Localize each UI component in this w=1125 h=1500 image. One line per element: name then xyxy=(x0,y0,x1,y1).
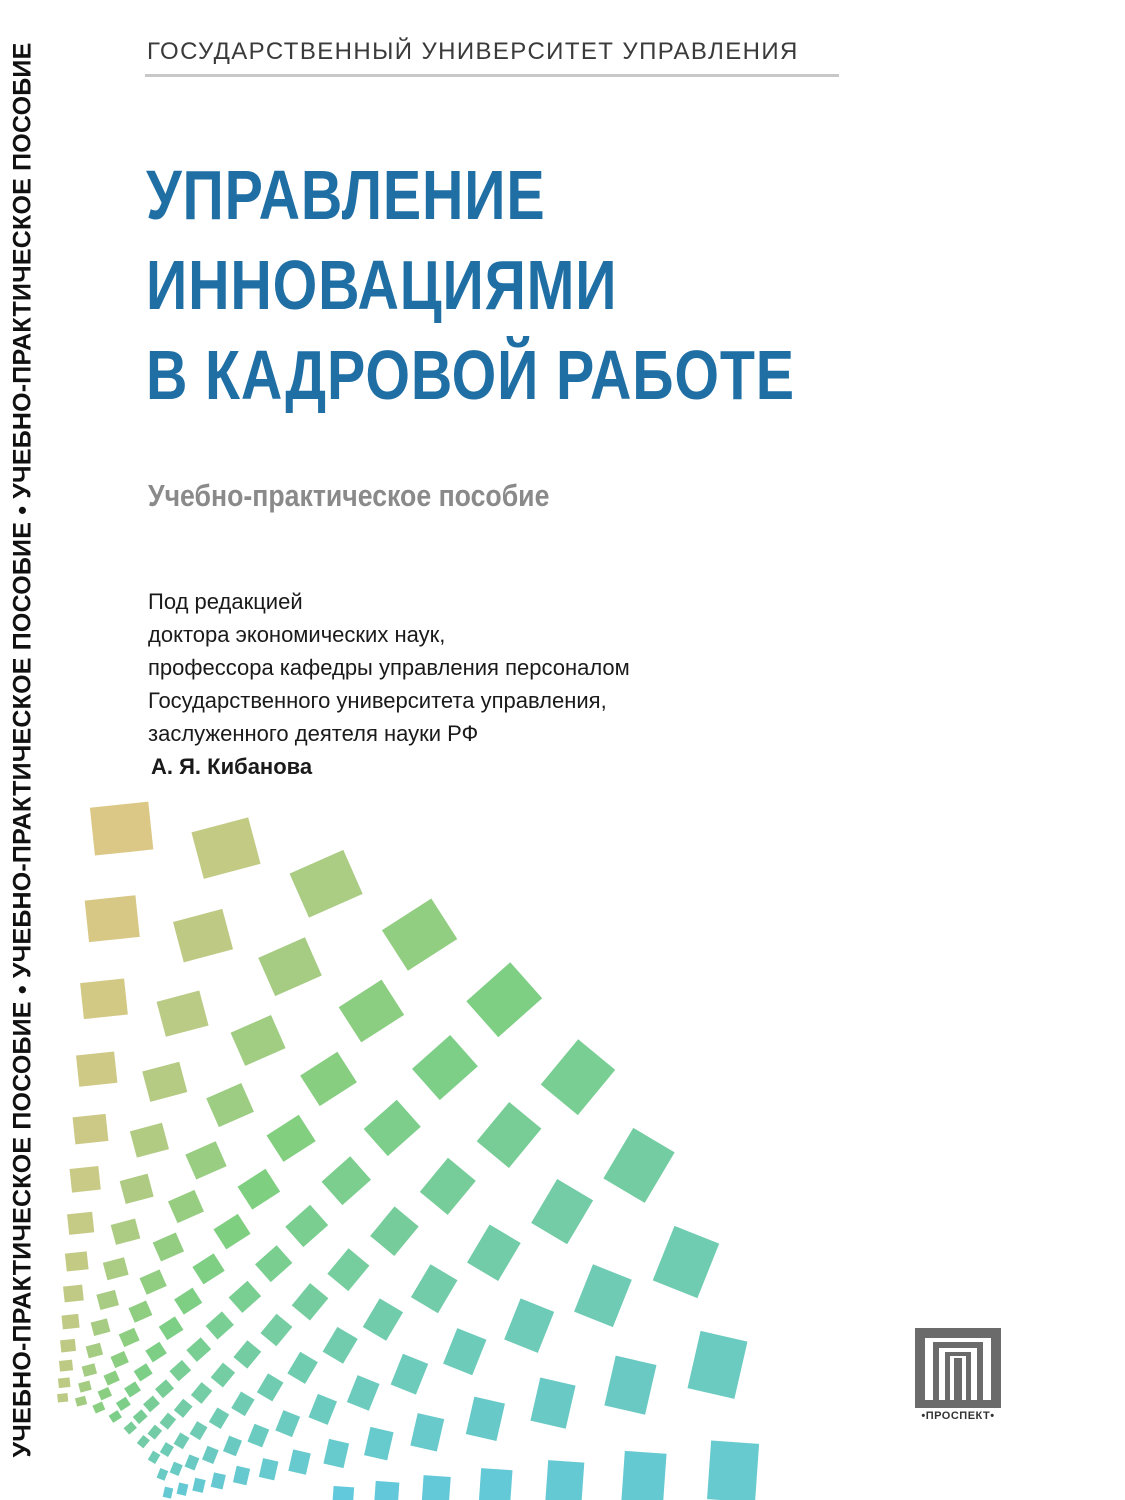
mosaic-tile xyxy=(231,1015,286,1066)
mosaic-tile xyxy=(410,1413,444,1451)
mosaic-tile xyxy=(421,1475,450,1500)
mosaic-tile xyxy=(233,1466,250,1485)
mosaic-tile xyxy=(323,1327,358,1364)
university-name: ГОСУДАРСТВЕННЫЙ УНИВЕРСИТЕТ УПРАВЛЕНИЯ xyxy=(147,38,799,65)
mosaic-tile xyxy=(574,1264,632,1327)
mosaic-tile xyxy=(339,980,404,1043)
mosaic-tile xyxy=(707,1441,759,1500)
mosaic-tile xyxy=(78,1381,92,1393)
mosaic-tile xyxy=(541,1039,615,1115)
mosaic-tile xyxy=(170,1462,183,1476)
mosaic-tile xyxy=(327,1248,369,1291)
mosaic-tile xyxy=(73,1114,109,1145)
mosaic-tile xyxy=(531,1179,593,1244)
mosaic-tile xyxy=(111,1218,141,1244)
mosaic-tile xyxy=(92,1402,105,1414)
mosaic-tile xyxy=(530,1378,575,1429)
mosaic-tile xyxy=(258,937,322,996)
mosaic-tile xyxy=(211,1363,235,1388)
mosaic-tile xyxy=(116,1397,131,1411)
mosaic-tile xyxy=(653,1226,719,1298)
mosaic-tile xyxy=(347,1375,380,1411)
mosaic-tile xyxy=(466,1397,505,1441)
mosaic-tile xyxy=(96,1290,119,1310)
mosaic-tile xyxy=(185,1454,200,1470)
mosaic-tile xyxy=(229,1281,262,1313)
mosaic-tile xyxy=(466,962,542,1037)
mosaic-tile xyxy=(86,1343,103,1358)
spine-text: УЧЕБНО-ПРАКТИЧЕСКОЕ ПОСОБИЕ • УЧЕБНО-ПРАКТИЧЕСКОЕ ПОСОБИЕ • УЧЕБНО-ПРАКТИЧЕСКОЕ ПОСОБИЕ xyxy=(8,42,37,1458)
mosaic-tile xyxy=(285,1205,328,1247)
mosaic-tile xyxy=(477,1102,542,1168)
mosaic-tile xyxy=(109,1410,122,1423)
mosaic-tile xyxy=(173,909,233,963)
mosaic-tile xyxy=(322,1156,371,1205)
mosaic-tile xyxy=(209,1407,229,1428)
mosaic-tile xyxy=(687,1331,747,1399)
mosaic-tile xyxy=(206,1083,254,1127)
mosaic-tile xyxy=(147,1425,162,1440)
editor-line: Государственного университета управления, xyxy=(148,688,607,713)
mosaic-tile xyxy=(91,1318,111,1336)
mosaic-tile xyxy=(174,1433,190,1450)
mosaic-tile xyxy=(185,1141,226,1179)
mosaic-tile xyxy=(309,1394,337,1425)
publisher-name: •ПРОСПЕКТ• xyxy=(921,1410,995,1422)
mosaic-tile xyxy=(134,1363,153,1381)
mosaic-tile xyxy=(186,1337,211,1362)
mosaic-tile xyxy=(260,1314,292,1347)
mosaic-tile xyxy=(142,1062,187,1102)
mosaic-tile xyxy=(157,990,209,1036)
mosaic-tile xyxy=(545,1460,584,1500)
mosaic-tile xyxy=(120,1174,154,1204)
publisher-logo xyxy=(906,1328,1010,1432)
mosaic-tile xyxy=(467,1225,521,1281)
mosaic-tile xyxy=(257,1373,284,1401)
mosaic-tile xyxy=(67,1212,94,1235)
mosaic-tile xyxy=(160,1442,174,1457)
mosaic-tile xyxy=(145,1342,167,1363)
mosaic-tile xyxy=(603,1128,674,1203)
mosaic-tile xyxy=(288,1449,310,1474)
mosaic-tile xyxy=(80,979,128,1020)
mosaic-tile xyxy=(364,1100,421,1156)
mosaic-tile xyxy=(159,1316,184,1340)
mosaic-tile xyxy=(364,1427,394,1460)
mosaic-tile xyxy=(213,1214,250,1250)
mosaic-tile xyxy=(191,1382,212,1404)
mosaic-tile xyxy=(160,1413,177,1430)
mosaic-tile xyxy=(374,1481,400,1500)
mosaic-tile xyxy=(90,802,153,856)
mosaic-tile xyxy=(504,1298,554,1352)
mosaic-tile xyxy=(85,895,140,942)
mosaic-tile xyxy=(604,1356,656,1415)
mosaic-tile xyxy=(61,1314,79,1329)
mosaic-tile xyxy=(103,1257,129,1280)
editor-name: А. Я. Кибанова xyxy=(151,754,313,779)
title-line: УПРАВЛЕНИЕ xyxy=(146,156,546,234)
mosaic-tile xyxy=(267,1115,316,1162)
mosaic-tile xyxy=(65,1251,89,1271)
mosaic-tile xyxy=(110,1351,128,1368)
mosaic-tile xyxy=(130,1123,169,1158)
mosaic-tile xyxy=(59,1360,73,1372)
mosaic-tile xyxy=(231,1392,254,1417)
mosaic-tile xyxy=(275,1410,300,1437)
mosaic-tile xyxy=(119,1328,140,1347)
mosaic-tile xyxy=(70,1166,101,1193)
mosaic-tile xyxy=(332,1486,354,1500)
publisher-logo-icon xyxy=(915,1328,1001,1408)
mosaic-tile xyxy=(259,1458,279,1480)
mosaic-tile xyxy=(163,1487,174,1499)
mosaic-tile xyxy=(300,1052,357,1106)
mosaic-tile xyxy=(143,1396,160,1413)
mosaic-tile xyxy=(168,1190,204,1223)
mosaic-tile xyxy=(412,1035,478,1100)
mosaic-tile xyxy=(292,1283,329,1320)
mosaic-tile xyxy=(75,1396,87,1407)
editor-line: заслуженного деятеля науки РФ xyxy=(148,721,479,746)
mosaic-tile xyxy=(174,1288,202,1315)
editor-line: доктора экономических наук, xyxy=(148,622,446,647)
mosaic-tile xyxy=(323,1439,349,1468)
mosaic-tile xyxy=(82,1363,97,1377)
mosaic-tile xyxy=(157,1468,169,1481)
mosaic-tile xyxy=(255,1245,292,1282)
mosaic-tile xyxy=(139,1269,166,1294)
mosaic-tile xyxy=(153,1232,184,1261)
mosaic-tile xyxy=(169,1360,191,1381)
mosaic-tile xyxy=(57,1393,68,1403)
mosaic-tile xyxy=(148,1451,161,1464)
mosaic-tile xyxy=(104,1370,120,1385)
mosaic-tile xyxy=(155,1379,174,1398)
mosaic-tile xyxy=(192,1478,205,1493)
mosaic-tile xyxy=(191,817,260,879)
mosaic-tile xyxy=(76,1051,117,1086)
mosaic-tile xyxy=(98,1387,112,1400)
mosaic-tile xyxy=(137,1435,150,1448)
mosaic-tile xyxy=(411,1264,458,1313)
mosaic-tile xyxy=(60,1339,76,1353)
mosaic-tile xyxy=(391,1354,429,1395)
mosaic-tile xyxy=(124,1421,137,1434)
mosaic-tile xyxy=(192,1253,224,1284)
mosaic-tile xyxy=(177,1482,189,1495)
book-subtitle: Учебно-практическое пособие xyxy=(148,478,550,513)
mosaic-tile xyxy=(420,1158,476,1215)
mosaic-tile xyxy=(124,1381,141,1397)
mosaic-tile xyxy=(370,1206,419,1256)
mosaic-tile xyxy=(287,1352,318,1384)
mosaic-tile xyxy=(190,1421,208,1440)
mosaic-tile xyxy=(382,899,457,971)
mosaic-tile xyxy=(290,850,363,918)
mosaic-tile xyxy=(63,1285,84,1303)
mosaic-tile xyxy=(443,1328,486,1375)
mosaic-tile xyxy=(58,1377,71,1388)
title-line: ИННОВАЦИЯМИ xyxy=(146,246,618,324)
title-line: В КАДРОВОЙ РАБОТЕ xyxy=(146,336,795,414)
mosaic-tile xyxy=(128,1301,152,1323)
mosaic-tile xyxy=(223,1436,242,1457)
editor-line: Под редакцией xyxy=(148,589,303,614)
mosaic-tile xyxy=(233,1340,261,1368)
mosaic-tile xyxy=(363,1298,403,1340)
mosaic-tile xyxy=(621,1451,666,1500)
editor-line: профессора кафедры управления персоналом xyxy=(148,655,630,680)
mosaic-tile xyxy=(211,1472,226,1489)
mosaic-tile xyxy=(133,1409,148,1424)
mosaic-tile xyxy=(202,1446,219,1464)
mosaic-tile xyxy=(206,1311,234,1339)
mosaic-tile xyxy=(174,1399,193,1418)
mosaic-tile xyxy=(238,1169,281,1210)
mosaic-tile xyxy=(479,1468,513,1500)
mosaic-tile xyxy=(247,1424,269,1448)
